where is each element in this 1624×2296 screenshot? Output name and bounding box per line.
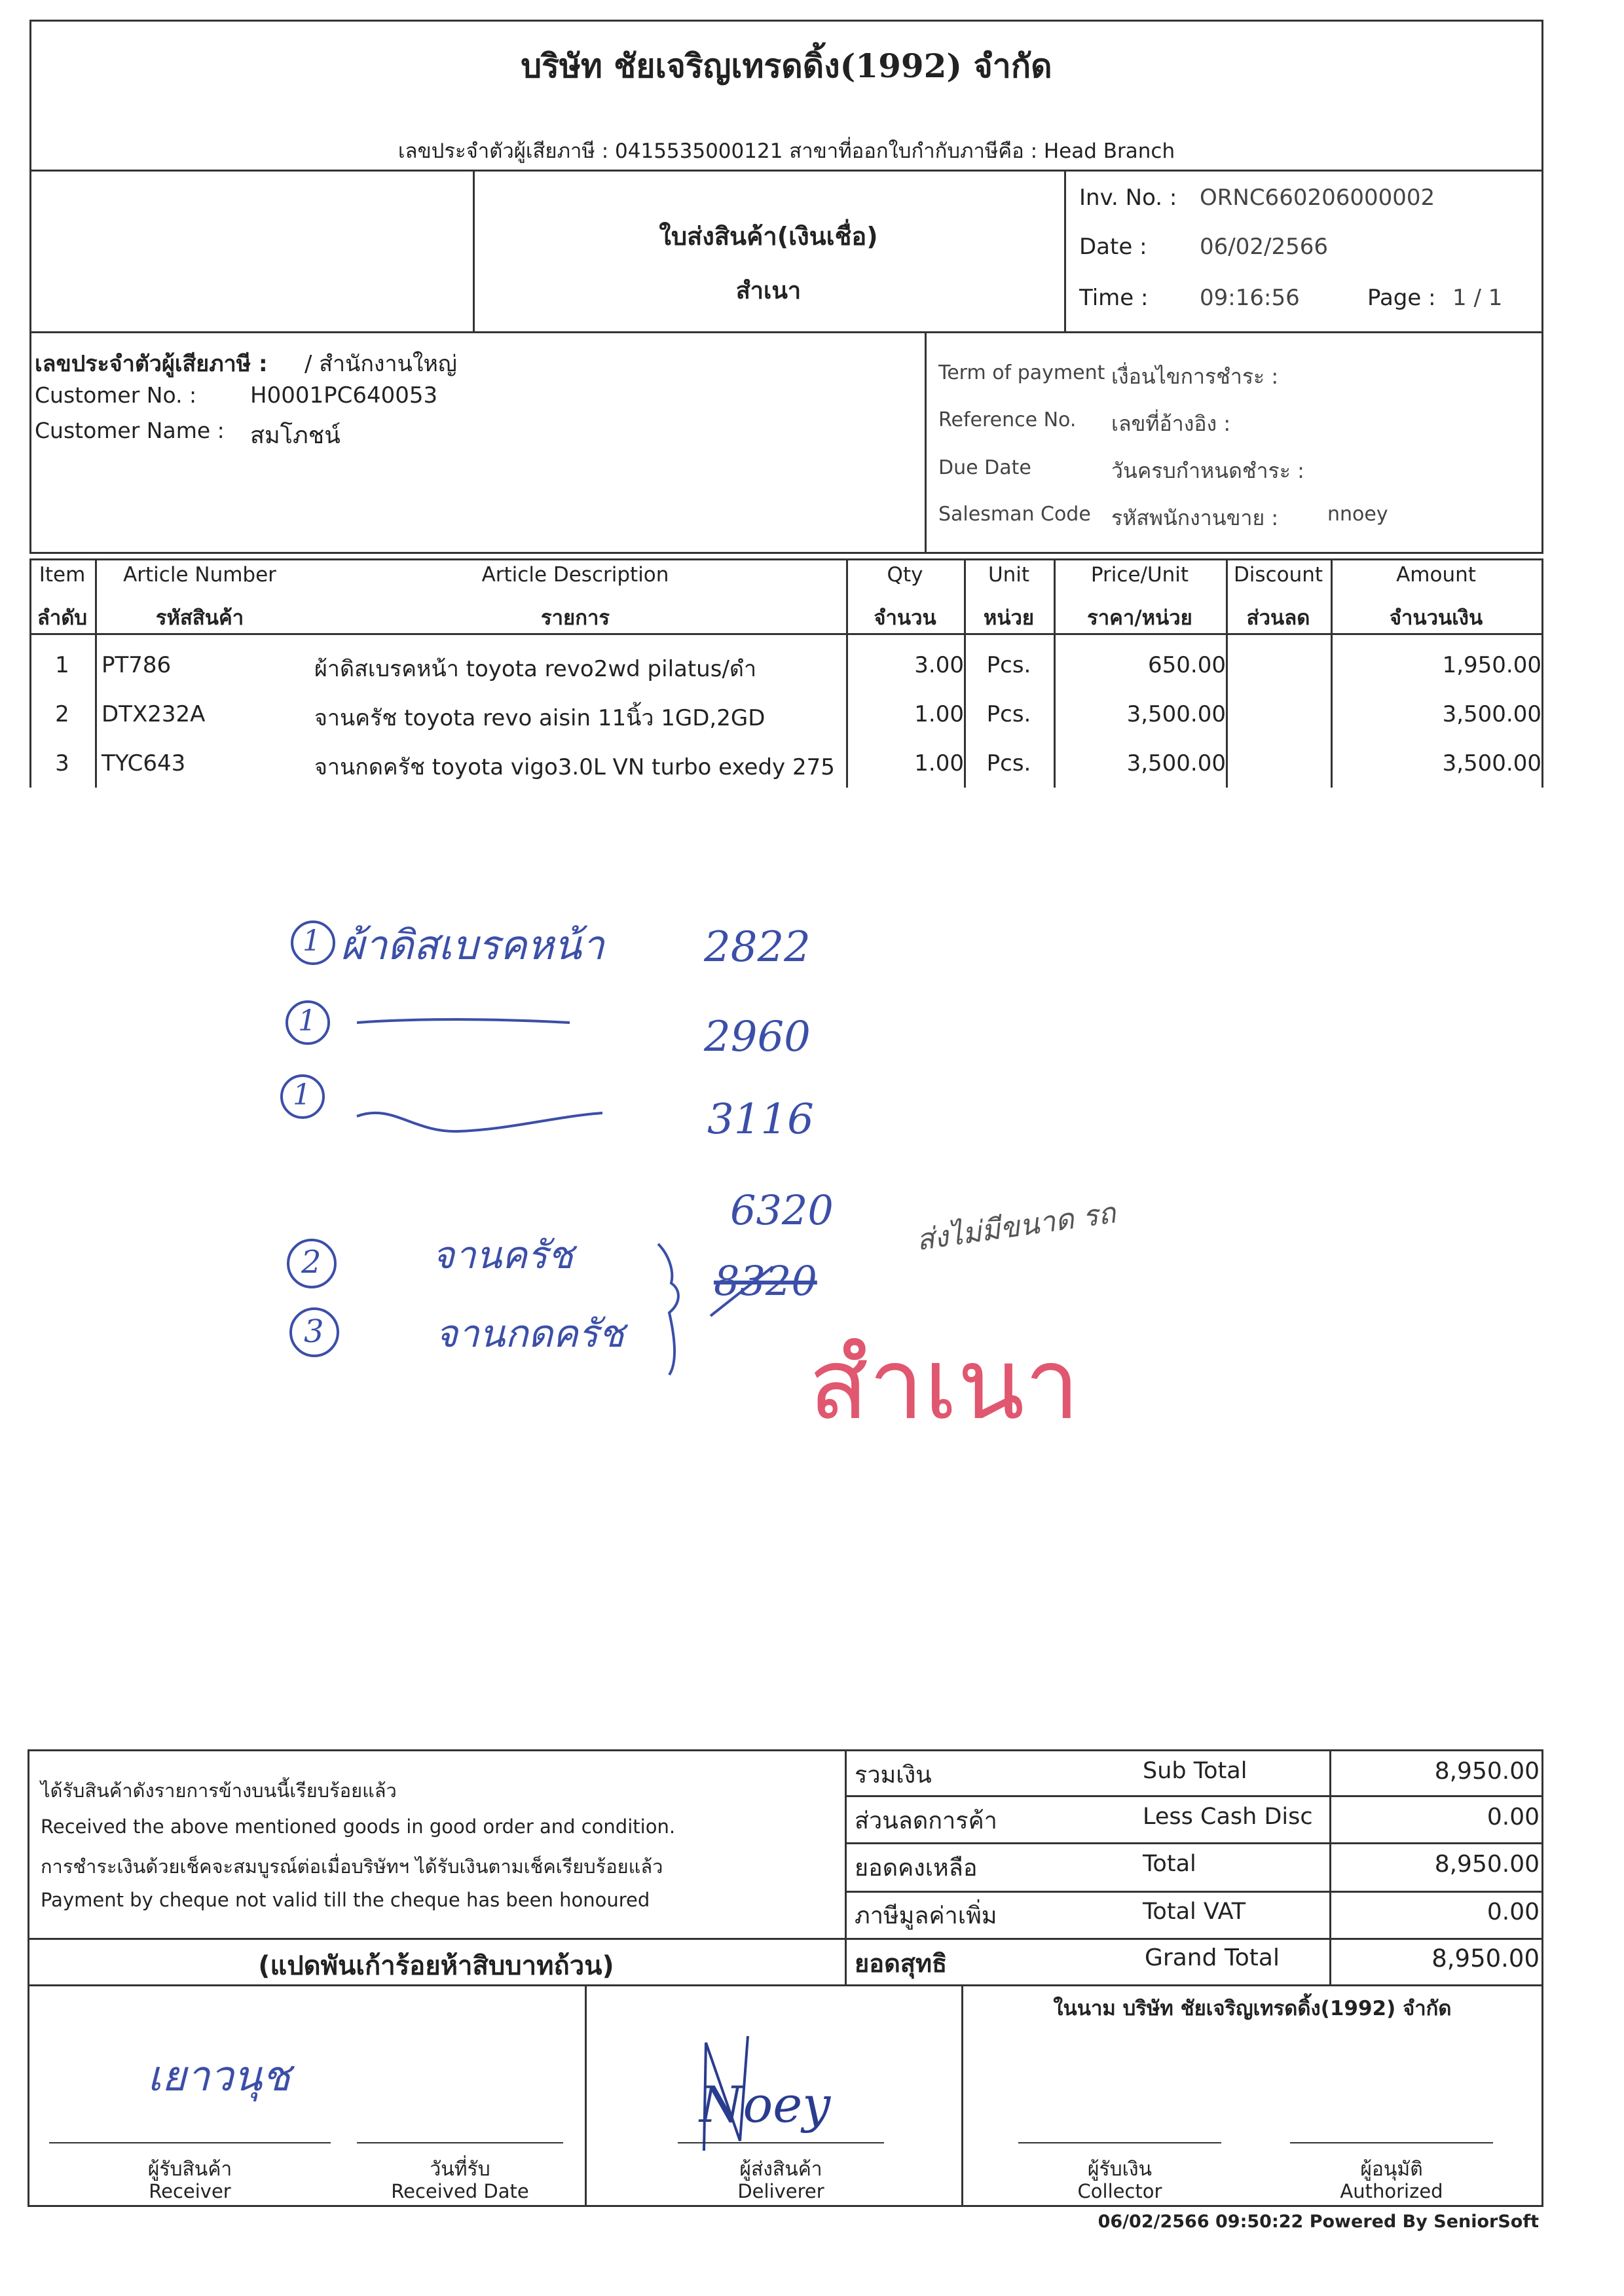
sig-authorized-th: ผู้อนุมัติ xyxy=(1360,2158,1423,2181)
sig-received-date-en: Received Date xyxy=(391,2180,529,2202)
sig-receiver-en: Receiver xyxy=(149,2180,231,2202)
customer-no-label: Customer No. : xyxy=(35,382,197,408)
col-header-qty-th: จำนวน xyxy=(874,606,936,630)
row-item: 1 xyxy=(55,652,69,678)
row-description: ผ้าดิสเบรคหน้า toyota revo2wd pilatus/ดำ xyxy=(314,656,757,682)
sig-deliverer-en: Deliverer xyxy=(737,2180,824,2202)
row-price: 3,500.00 xyxy=(1126,701,1226,727)
footer-note-3: การชำระเงินด้วยเช็คจะสมบูรณ์ต่อเมื่อบริษัทฯ ได้รับเงินตามเช็คเรียบร้อยแล้ว xyxy=(41,1855,663,1878)
hw-number-2: 2960 xyxy=(704,1013,811,1061)
hw-line-5: จานกดครัช xyxy=(435,1311,625,1356)
vat-label-en: Total VAT xyxy=(1143,1899,1246,1925)
salesman-code: nnoey xyxy=(1327,503,1388,526)
hw-circle-3: 1 xyxy=(293,1078,311,1112)
col-header-item: Item xyxy=(39,563,86,587)
cash-disc-value: 0.00 xyxy=(1486,1804,1540,1831)
col-header-price: Price/Unit xyxy=(1090,563,1189,587)
row-qty: 1.00 xyxy=(914,750,964,776)
salesman-label: Salesman Code xyxy=(938,503,1091,526)
customer-tax-label: เลขประจำตัวผู้เสียภาษี : xyxy=(35,351,268,377)
sig-receiver-th: ผู้รับสินค้า xyxy=(147,2158,232,2181)
hw-circle-5: 3 xyxy=(304,1313,324,1350)
doc-date: 06/02/2566 xyxy=(1200,234,1328,260)
total-label-th: ยอดคงเหลือ xyxy=(855,1855,978,1882)
cash-disc-label-en: Less Cash Disc xyxy=(1143,1804,1313,1830)
col-header-price-th: ราคา/หน่วย xyxy=(1087,606,1192,630)
hw-number-4: 6320 xyxy=(730,1186,834,1234)
company-tax-line: เลขประจำตัวผู้เสียภาษี : 0415535000121 สาขาที่ออกใบกำกับภาษีคือ : Head Branch xyxy=(397,139,1175,163)
reference-label: Reference No. xyxy=(938,409,1077,431)
hw-circle-2: 1 xyxy=(298,1004,316,1038)
col-header-amount-th: จำนวนเงิน xyxy=(1389,606,1483,630)
inv-no: ORNC660206000002 xyxy=(1200,185,1435,211)
row-amount: 1,950.00 xyxy=(1442,652,1541,678)
doc-title: ใบส่งสินค้า(เงินเชื่อ) xyxy=(659,222,878,251)
row-qty: 1.00 xyxy=(914,701,964,727)
row-description: จานกดครัช toyota vigo3.0L VN turbo exedy 275 xyxy=(314,754,835,780)
col-header-item-th: ลำดับ xyxy=(37,606,88,630)
sig-received-date-th: วันที่รับ xyxy=(430,2158,490,2181)
row-price: 3,500.00 xyxy=(1126,750,1226,776)
col-header-article-number: Article Number xyxy=(123,563,276,587)
footer-note-1: ได้รับสินค้าดังรายการข้างบนนี้เรียบร้อยแล้ว xyxy=(41,1779,397,1802)
row-code: PT786 xyxy=(101,652,172,678)
sig-authorized-en: Authorized xyxy=(1340,2180,1443,2202)
row-amount: 3,500.00 xyxy=(1442,701,1541,727)
hw-side-note: ส่งไม่มีขนาด รถ xyxy=(914,1196,1118,1258)
col-header-discount-th: ส่วนลด xyxy=(1246,606,1310,630)
hw-circle-1: 1 xyxy=(303,924,321,958)
receiver-signature: เยาวนุช xyxy=(147,2052,291,2101)
total-label-en: Total xyxy=(1143,1851,1196,1877)
on-behalf-line: ในนาม บริษัท ชัยเจริญเทรดดิ้ง(1992) จำกัด xyxy=(1053,1997,1452,2020)
row-code: TYC643 xyxy=(101,750,186,776)
col-header-description: Article Description xyxy=(481,563,669,587)
hw-line-4: จานครัช xyxy=(432,1233,574,1277)
row-unit: Pcs. xyxy=(986,652,1031,678)
customer-tax-value: / สำนักงานใหญ่ xyxy=(304,351,457,377)
doc-copy-label: สำเนา xyxy=(735,278,802,304)
reference-th: เลขที่อ้างอิง : xyxy=(1111,411,1231,436)
col-header-unit: Unit xyxy=(987,563,1030,587)
grand-total-label-en: Grand Total xyxy=(1145,1944,1280,1971)
page-label: Page : xyxy=(1367,285,1436,311)
amount-in-words: (แปดพันเก้าร้อยห้าสิบบาทถ้วน) xyxy=(258,1951,614,1981)
col-header-qty: Qty xyxy=(887,563,923,587)
footer-note-2: Received the above mentioned goods in good order and condition. xyxy=(41,1815,676,1838)
hw-circle-4: 2 xyxy=(301,1244,322,1281)
grand-total-label-th: ยอดสุทธิ xyxy=(855,1949,948,1978)
subtotal-label-th: รวมเงิน xyxy=(855,1762,932,1789)
page-number: 1 / 1 xyxy=(1452,285,1503,311)
row-price: 650.00 xyxy=(1148,652,1226,678)
total-value: 8,950.00 xyxy=(1434,1851,1540,1878)
col-header-amount: Amount xyxy=(1396,563,1476,587)
row-amount: 3,500.00 xyxy=(1442,750,1541,776)
col-header-article-number-th: รหัสสินค้า xyxy=(155,606,244,630)
due-date-th: วันครบกำหนดชำระ : xyxy=(1111,458,1304,483)
hw-line-1: ผ้าดิสเบรคหน้า xyxy=(341,921,604,969)
col-header-description-th: รายการ xyxy=(540,606,610,630)
sig-collector-th: ผู้รับเงิน xyxy=(1087,2158,1153,2181)
row-item: 2 xyxy=(55,701,69,727)
deliverer-signature: Noey xyxy=(699,2075,831,2134)
row-description: จานครัช toyota revo aisin 11นิ้ว 1GD,2GD xyxy=(314,705,766,731)
hw-number-3: 3116 xyxy=(707,1095,814,1144)
customer-name-label: Customer Name : xyxy=(35,418,225,443)
vat-label-th: ภาษีมูลค่าเพิ่ม xyxy=(855,1903,997,1929)
subtotal-value: 8,950.00 xyxy=(1434,1758,1540,1785)
date-label: Date : xyxy=(1079,234,1147,260)
subtotal-label-en: Sub Total xyxy=(1143,1758,1247,1784)
row-qty: 3.00 xyxy=(914,652,964,678)
customer-no: H0001PC640053 xyxy=(250,382,438,409)
row-item: 3 xyxy=(55,750,69,776)
grand-total-value: 8,950.00 xyxy=(1431,1944,1540,1973)
printed-timestamp: 06/02/2566 09:50:22 Powered By SeniorSoft xyxy=(1098,2212,1539,2232)
row-unit: Pcs. xyxy=(986,750,1031,776)
hw-number-1: 2822 xyxy=(704,923,811,972)
due-date-label: Due Date xyxy=(938,456,1031,479)
inv-label: Inv. No. : xyxy=(1079,185,1177,211)
row-code: DTX232A xyxy=(101,701,206,727)
customer-name: สมโภชน์ xyxy=(250,422,341,449)
hw-number-4-struck: 8320 xyxy=(714,1257,817,1305)
company-name: บริษัท ชัยเจริญเทรดดิ้ง(1992) จำกัด xyxy=(521,46,1052,85)
term-payment-th: เงื่อนไขการชำระ : xyxy=(1111,364,1279,389)
time-label: Time : xyxy=(1079,285,1149,311)
doc-time: 09:16:56 xyxy=(1200,285,1300,311)
salesman-th: รหัสพนักงานขาย : xyxy=(1111,505,1279,530)
sig-deliverer-th: ผู้ส่งสินค้า xyxy=(739,2158,822,2181)
col-header-unit-th: หน่วย xyxy=(983,606,1035,630)
cash-disc-label-th: ส่วนลดการค้า xyxy=(855,1808,997,1834)
term-payment-label: Term of payment xyxy=(938,361,1105,384)
sig-collector-en: Collector xyxy=(1077,2180,1162,2202)
col-header-discount: Discount xyxy=(1233,563,1323,587)
copy-stamp: สำเนา xyxy=(809,1328,1080,1442)
vat-value: 0.00 xyxy=(1486,1899,1540,1925)
row-unit: Pcs. xyxy=(986,701,1031,727)
footer-note-4: Payment by cheque not valid till the cheque has been honoured xyxy=(41,1889,650,1911)
